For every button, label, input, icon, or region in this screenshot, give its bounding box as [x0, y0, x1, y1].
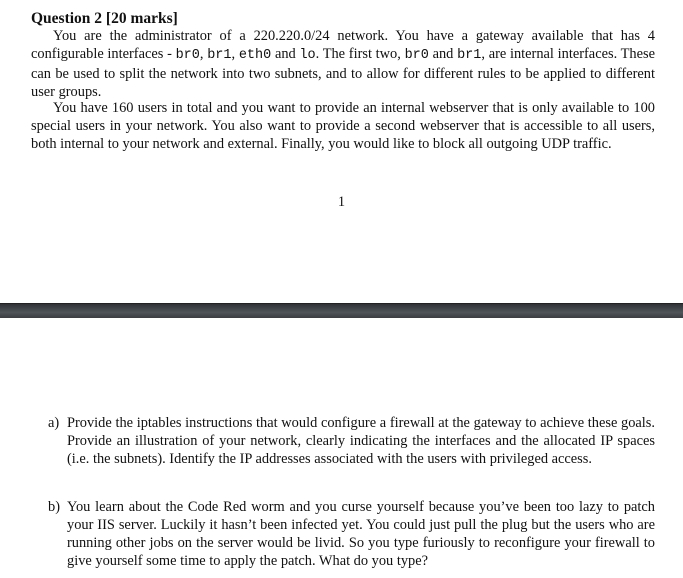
page-separator [0, 303, 683, 319]
sub-question-b [48, 498, 655, 570]
question-requirements-paragraph: You have 160 users in total and you want to provide an internal webserver that is only available to 100 special users in your network. You also want to provide a second webserver that is accessible to all users, both internal to your network and external. Finally, you would like to block all outgoing UDP traffic. [31, 100, 655, 152]
interface-br1: br1 [457, 48, 482, 63]
interface-lo: lo [299, 48, 316, 63]
item-marker: b) [48, 499, 60, 515]
interface-eth0: eth0 [238, 48, 272, 63]
page-number: 1 [337, 194, 346, 210]
interface-br0: br0 [404, 48, 429, 63]
question-intro-paragraph: You are the administrator of a 220.220.0/24 network. You have a gateway available that has 4 configurable interfaces - br0, br1, eth0 and lo. The first two, br0 and br1, are internal interfaces. These can be used to split the network into two subnets, and to allow for different rules to be applied to different user groups. [31, 28, 655, 100]
item-text: You learn about the Code Red worm and you curse yourself because you’ve been too lazy to patch your IIS server. Luckily it hasn’t been infected yet. You could just pull the plug but the users who are running other jobs on the server would be livid. So you type furiously to reconfigure your firewall to give yourself some time to apply the patch. What do you type? [67, 499, 655, 569]
item-marker: a) [48, 415, 60, 431]
item-text: Provide the iptables instructions that would configure a firewall at the gateway to achieve these goals. Provide an illustration of your network, clearly indicating the interfaces and the allocated IP spaces (i.e. the subnets). Identify the IP addresses associated with the users with privileged access. [67, 415, 655, 467]
sub-question-a [48, 414, 655, 468]
question-heading: Question 2 [20 marks] [31, 10, 178, 27]
interface-br1: br1 [207, 48, 232, 63]
interface-br0: br0 [175, 48, 200, 63]
